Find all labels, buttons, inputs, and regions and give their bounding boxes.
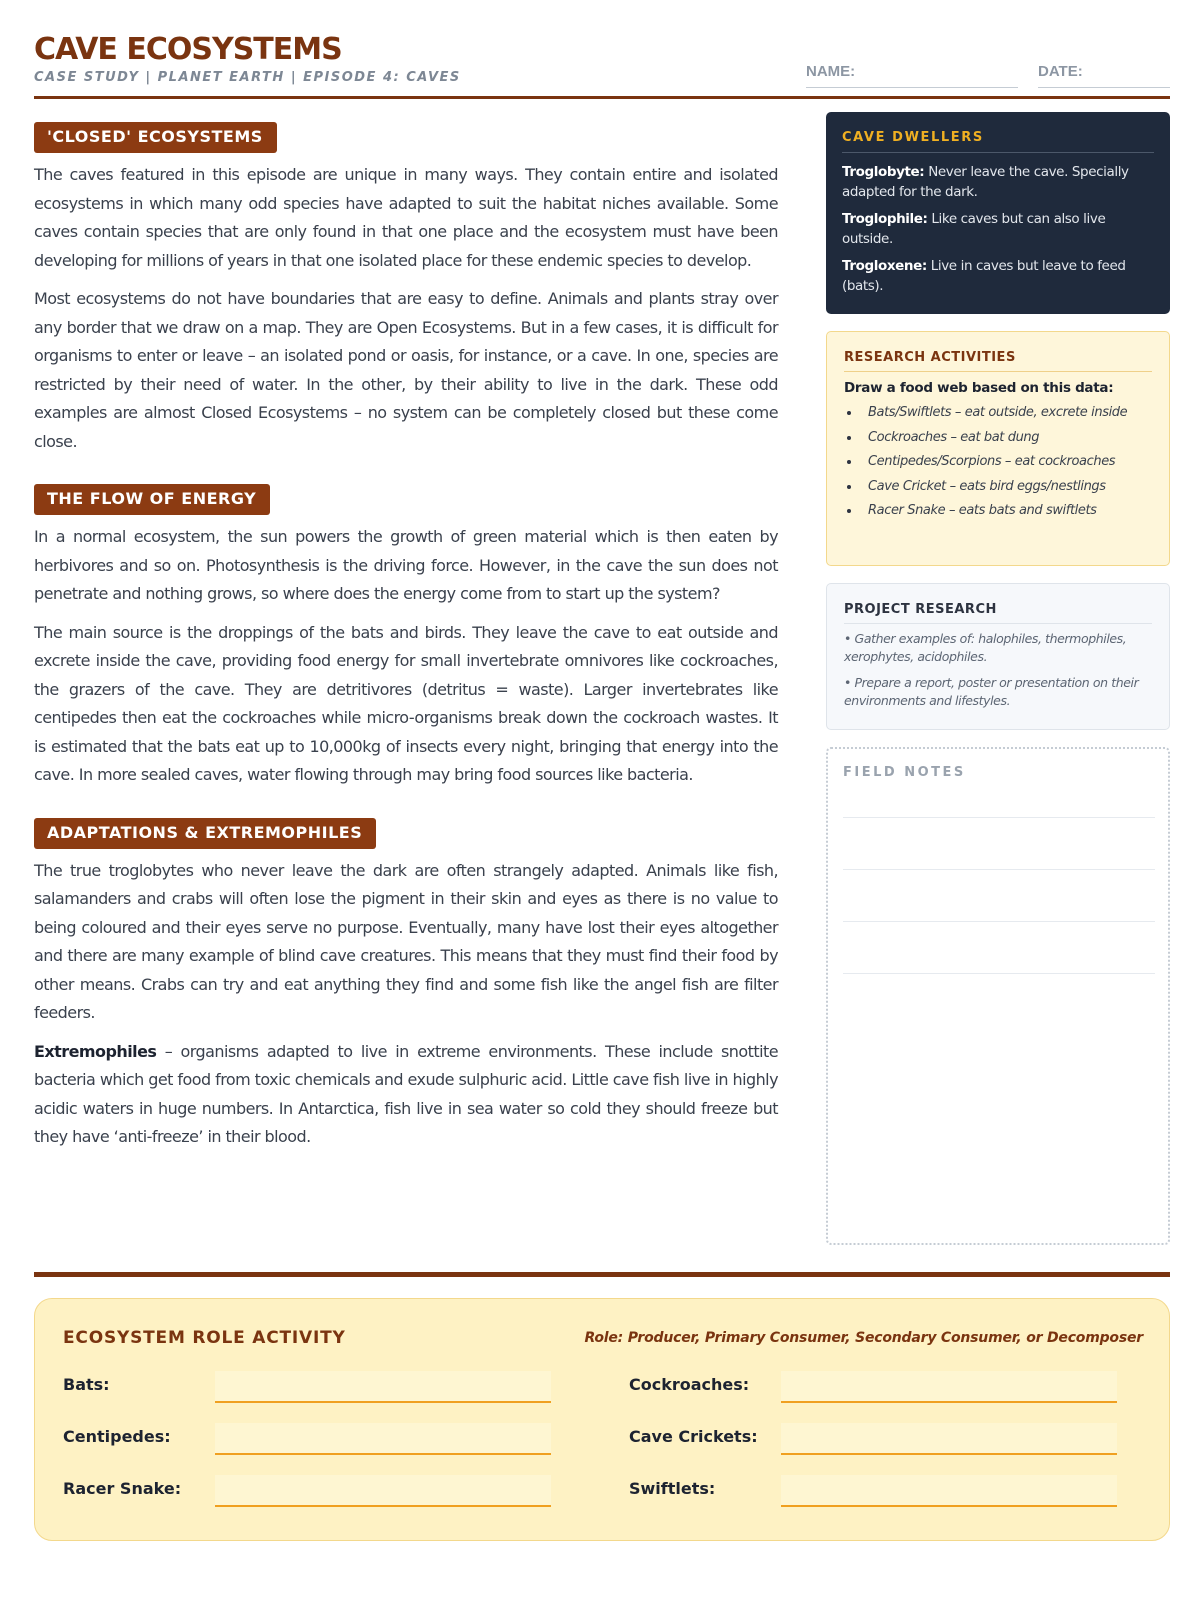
section-closed-ecosystems xyxy=(34,122,778,456)
date-field[interactable]: DATE: xyxy=(1038,62,1170,88)
section-adaptations xyxy=(34,818,778,1152)
dweller-term: Troglophile: xyxy=(842,211,928,227)
note-line xyxy=(843,921,1155,922)
role-answer-input[interactable] xyxy=(215,1371,551,1403)
dweller-item xyxy=(842,210,1154,249)
role-row-cave-crickets xyxy=(629,1423,1119,1455)
list-item: Bats/Swiftlets – eat outside, excrete inside xyxy=(844,404,1152,422)
section-label: ADAPTATIONS & EXTREMOPHILES xyxy=(34,818,376,849)
paragraph: The main source is the droppings of the bats and birds. They leave the cave to eat outside and excrete inside the cave, providing food energy for small invertebrate omnivores like cockroaches, the grazers of the cave. They are detritivores (detritus = waste). Larger invertebrates like centipedes then eat the cockroaches while micro-organisms break down the cockroach wastes. It is estimated that the bats eat up to 10,000kg of insects every night, bringing that energy into the cave. In more sealed caves, water flowing through may bring food sources like bacteria. xyxy=(34,622,778,784)
research-activities-panel xyxy=(826,331,1170,566)
note-line xyxy=(843,973,1155,974)
section-flow-of-energy xyxy=(34,484,778,790)
paragraph: In a normal ecosystem, the sun powers the growth of green material which is then eaten by herbivores and so on. Photosynthesis is the driving force. However, in the cave the sun does not penetrate and nothing grows, so where does the energy come from to start up the system? xyxy=(34,527,778,603)
project-heading: PROJECT RESEARCH xyxy=(844,602,1152,624)
role-answer-input[interactable] xyxy=(781,1475,1117,1507)
role-answer-input[interactable] xyxy=(215,1475,551,1507)
paragraph: Most ecosystems do not have boundaries that are easy to define. Animals and plants stray over any border that we draw on a map. They are Open Ecosystems. But in a few cases, it is difficult for organisms to enter or leave – an isolated pond or oasis, for instance, or a cave. In one, species are restricted by their need of water. In the other, by their ability to live in the dark. These odd examples are almost Closed Ecosystems – no system can be completely closed but these come close. xyxy=(34,289,778,451)
section-label: THE FLOW OF ENERGY xyxy=(34,484,270,515)
role-hint: Role: Producer, Primary Consumer, Secondary Consumer, or Decomposer xyxy=(584,1330,1143,1346)
note-line xyxy=(843,817,1155,818)
dweller-term: Troglobyte: xyxy=(842,164,925,180)
research-lead: Draw a food web based on this data: xyxy=(844,380,1114,396)
role-answer-input[interactable] xyxy=(215,1423,551,1455)
project-point: • Gather examples of: halophiles, thermophiles, xerophytes, acidophiles. xyxy=(844,631,1127,664)
dweller-text: Like caves but can also live outside. xyxy=(842,211,1106,247)
footer-divider xyxy=(34,1272,1170,1277)
food-web-list xyxy=(844,404,1152,520)
list-item: Centipedes/Scorpions – eat cockroaches xyxy=(844,453,1152,471)
role-label: Centipedes: xyxy=(63,1427,171,1446)
project-research-panel xyxy=(826,583,1170,730)
list-item: Cave Cricket – eats bird eggs/nestlings xyxy=(844,478,1152,496)
dweller-text: Live in caves but leave to feed (bats). xyxy=(842,258,1126,294)
role-row-centipedes xyxy=(63,1423,553,1455)
header xyxy=(34,30,1170,100)
dweller-term: Trogloxene: xyxy=(842,258,927,274)
note-line xyxy=(843,869,1155,870)
extremophiles-term: Extremophiles xyxy=(34,1041,157,1061)
research-heading: RESEARCH ACTIVITIES xyxy=(844,350,1152,372)
dweller-item xyxy=(842,163,1154,202)
name-field[interactable]: NAME: xyxy=(806,62,1018,88)
role-row-cockroaches xyxy=(629,1371,1119,1403)
header-divider xyxy=(34,96,1170,99)
role-label: Cockroaches: xyxy=(629,1375,750,1394)
list-item: Cockroaches – eat bat dung xyxy=(844,429,1152,447)
cave-dwellers-panel xyxy=(826,112,1170,314)
dweller-item xyxy=(842,257,1154,296)
cave-dwellers-heading: CAVE DWELLERS xyxy=(842,130,1154,153)
main-content xyxy=(34,122,778,1152)
role-label: Swiftlets: xyxy=(629,1479,716,1498)
role-row-racer-snake xyxy=(63,1475,553,1507)
role-label: Racer Snake: xyxy=(63,1479,182,1498)
worksheet-page xyxy=(34,0,1170,1600)
extremophiles-paragraph xyxy=(34,1038,778,1152)
project-point: • Prepare a report, poster or presentation on their environments and lifestyles. xyxy=(844,675,1139,708)
role-answer-input[interactable] xyxy=(781,1371,1117,1403)
field-notes-heading: FIELD NOTES xyxy=(843,765,966,780)
sidebar xyxy=(826,112,1170,780)
ecosystem-role-activity xyxy=(34,1298,1170,1541)
paragraph: The caves featured in this episode are unique in many ways. They contain entire and isolated ecosystems in which many odd species have adapted to suit the habitat niches available. Some caves contain species that are only found in that one place and the ecosystem must have been developing for millions of years in that one isolated place for these endemic species to develop. xyxy=(34,165,778,270)
role-row-bats xyxy=(63,1371,553,1403)
field-notes-panel[interactable] xyxy=(826,747,1170,1245)
paragraph: The true troglobytes who never leave the dark are often strangely adapted. Animals like fish, salamanders and crabs will often lose the pigment in their skin and eyes as there is no value to being coloured and their eyes serve no purpose. Eventually, many have lost their eyes altogether and there are many example of blind cave creatures. This means that they must find their food by other means. Crabs can try and eat anything they find and some fish like the angel fish are filter feeders. xyxy=(34,860,778,1022)
role-row-swiftlets xyxy=(629,1475,1119,1507)
list-item: Racer Snake – eats bats and swiftlets xyxy=(844,502,1152,520)
role-label: Cave Crickets: xyxy=(629,1427,758,1446)
dweller-text: Never leave the cave. Specially adapted for the dark. xyxy=(842,164,1129,200)
role-answer-input[interactable] xyxy=(781,1423,1117,1455)
page-title: CAVE ECOSYSTEMS xyxy=(34,32,342,67)
activity-heading: ECOSYSTEM ROLE ACTIVITY xyxy=(63,1328,346,1348)
extremophiles-text: – organisms adapted to live in extreme environments. These include snottite bacteria which get food from toxic chemicals and exude sulphuric acid. Little cave fish live in highly acidic waters in huge numbers. In Antarctica, fish live in sea water so cold they should freeze but they have ‘anti-freeze’ in their blood. xyxy=(34,1041,778,1146)
page-subtitle: CASE STUDY | PLANET EARTH | EPISODE 4: CAVES xyxy=(34,70,461,85)
role-label: Bats: xyxy=(63,1375,110,1394)
section-label: 'CLOSED' ECOSYSTEMS xyxy=(34,122,277,153)
